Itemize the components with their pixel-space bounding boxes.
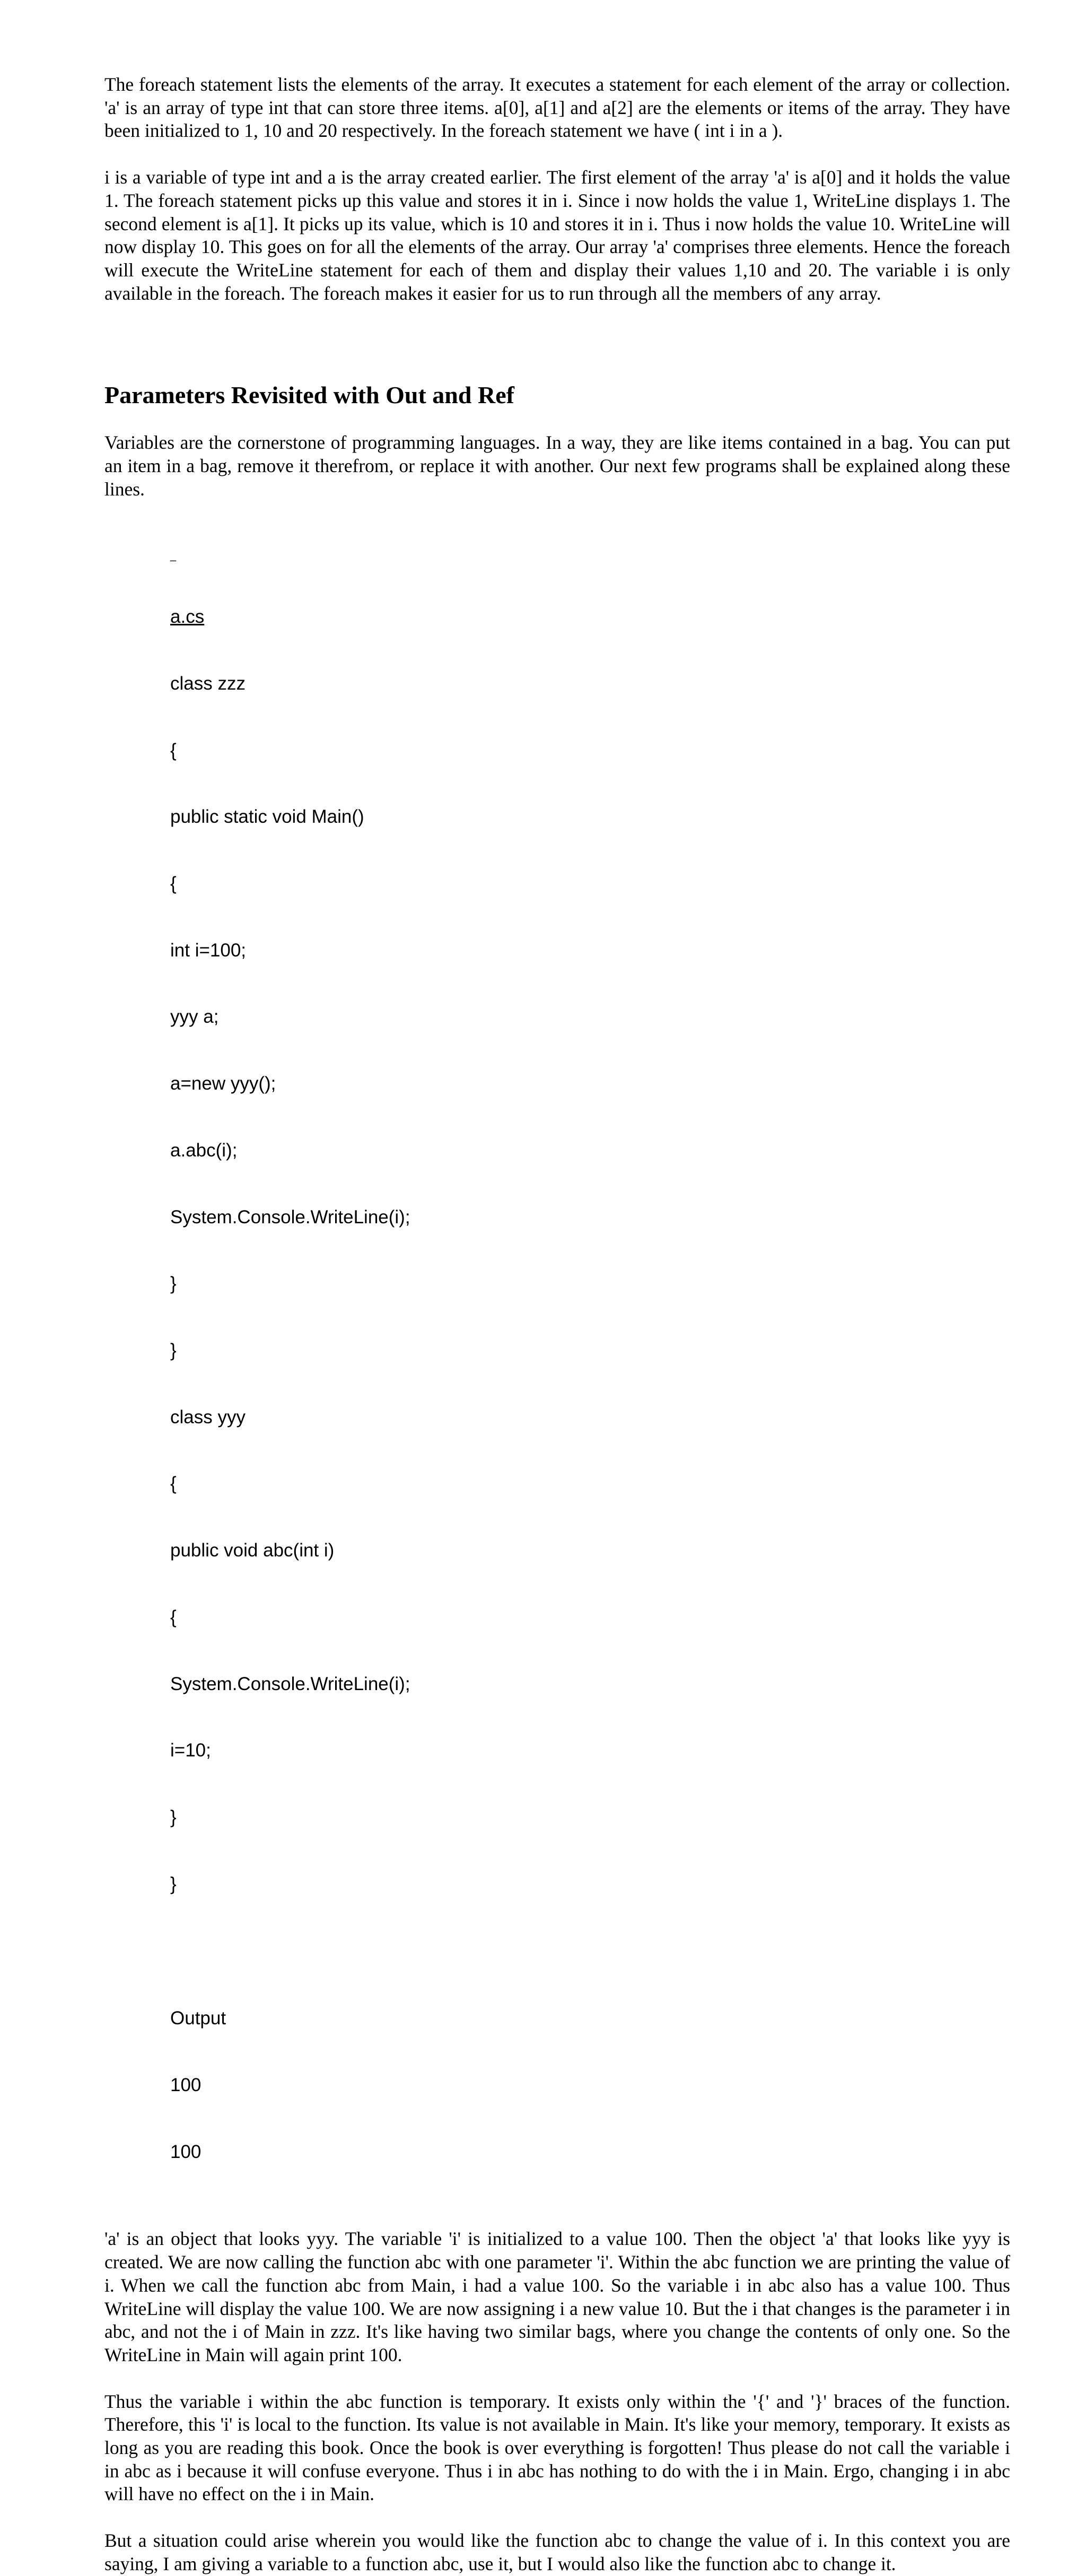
paragraph-change-value: But a situation could arise wherein you would like the function abc to change the value of i. In this context you are saying, I am giving a variable to a function abc, use it, but I would also like the function abc to change it.: [104, 2530, 1010, 2574]
output-line: 100: [170, 2141, 202, 2162]
code-line: {: [170, 739, 177, 761]
code-line: {: [170, 1606, 177, 1628]
code-line: public static void Main(): [170, 806, 364, 828]
code-line: i=10;: [170, 1740, 211, 1761]
paragraph-variables-intro: Variables are the cornerstone of programming languages. In a way, they are like items contained in a bag. You can put an item in a bag, remove it therefrom, or replace it with another. Our next few programs shall be explained along these lines.: [104, 432, 1010, 500]
document-page: [104, 73, 1010, 2576]
code-line: class yyy: [170, 1406, 246, 1428]
code-line: int i=100;: [170, 939, 247, 961]
output-label: Output: [170, 2008, 226, 2029]
code-line: public void abc(int i): [170, 1540, 335, 1561]
paragraph-foreach-intro: The foreach statement lists the elements of the array. It executes a statement for each element of the array or collection. 'a' is an array of type int that can store three items. a[0], a[1] and a[2] are the elements or items of the array. They have been initialized to 1, 10 and 20 respectively. In the foreach statement we have ( int i in a ).: [104, 74, 1010, 142]
code-line: }: [170, 1273, 177, 1294]
code-line: }: [170, 1339, 177, 1361]
code-line: }: [170, 1873, 177, 1894]
code-line: System.Console.WriteLine(i);: [170, 1673, 410, 1694]
code-line: a=new yyy();: [170, 1073, 276, 1094]
paragraph-object-explanation: 'a' is an object that looks yyy. The variable 'i' is initialized to a value 100. Then the object 'a' that looks like yyy is created. We are now calling the function abc with one parameter 'i'. Within the abc function we are printing the value of i. When we call the function abc from Main, i had a value 100. So the variable i in abc also has a value 100. Thus WriteLine will display the value 100. We are now assigning i a new value 10. But the i that changes is the parameter i in abc, and not the i of Main in zzz. It's like having two similar bags, where you change the contents of only one. So the WriteLine in Main will again print 100.: [104, 2228, 1010, 2365]
code-line: {: [170, 1473, 177, 1494]
code-filename: a.cs: [170, 606, 205, 628]
code-line: class zzz: [170, 673, 246, 694]
code-blank-line: [170, 1939, 1010, 1963]
paragraph-foreach-explanation: i is a variable of type int and a is the array created earlier. The first element of the array 'a' is a[0] and it holds the value 1. The foreach statement picks up this value and stores it in i. Since i now holds the value 1, WriteLine displays 1. The second element is a[1]. It picks up its value, which is 10 and stores it in i. Thus i now holds the value 10. WriteLine will now display 10. This goes on for all the elements of the array. Our array 'a' comprises three elements. Hence the foreach will execute the WriteLine statement for each of them and display their values 1,10 and 20. The variable i is only available in the foreach. The foreach makes it easier for us to run through all the members of any array.: [104, 167, 1010, 304]
code-line: a.abc(i);: [170, 1139, 238, 1161]
code-line: }: [170, 1807, 177, 1827]
code-line: yyy a;: [170, 1006, 219, 1028]
code-line: System.Console.WriteLine(i);: [170, 1206, 410, 1228]
output-line: 100: [170, 2074, 202, 2095]
section-heading: Parameters Revisited with Out and Ref: [104, 381, 514, 409]
code-marker: _: [170, 550, 177, 562]
paragraph-local-variable: Thus the variable i within the abc function is temporary. It exists only within the '{' and '}' braces of the function. Therefore, this 'i' is local to the function. Its value is not available in Main. It's like your memory, temporary. It exists as long as you are reading this book. Once the book is over everything is forgotten! Thus please do not call the variable i in abc as i because it will confuse everyone. Thus i in abc has nothing to do with the i in Main. Ergo, changing i in abc will have no effect on the i in Main.: [104, 2390, 1010, 2505]
code-listing: [170, 506, 1010, 2207]
code-line: {: [170, 873, 177, 894]
